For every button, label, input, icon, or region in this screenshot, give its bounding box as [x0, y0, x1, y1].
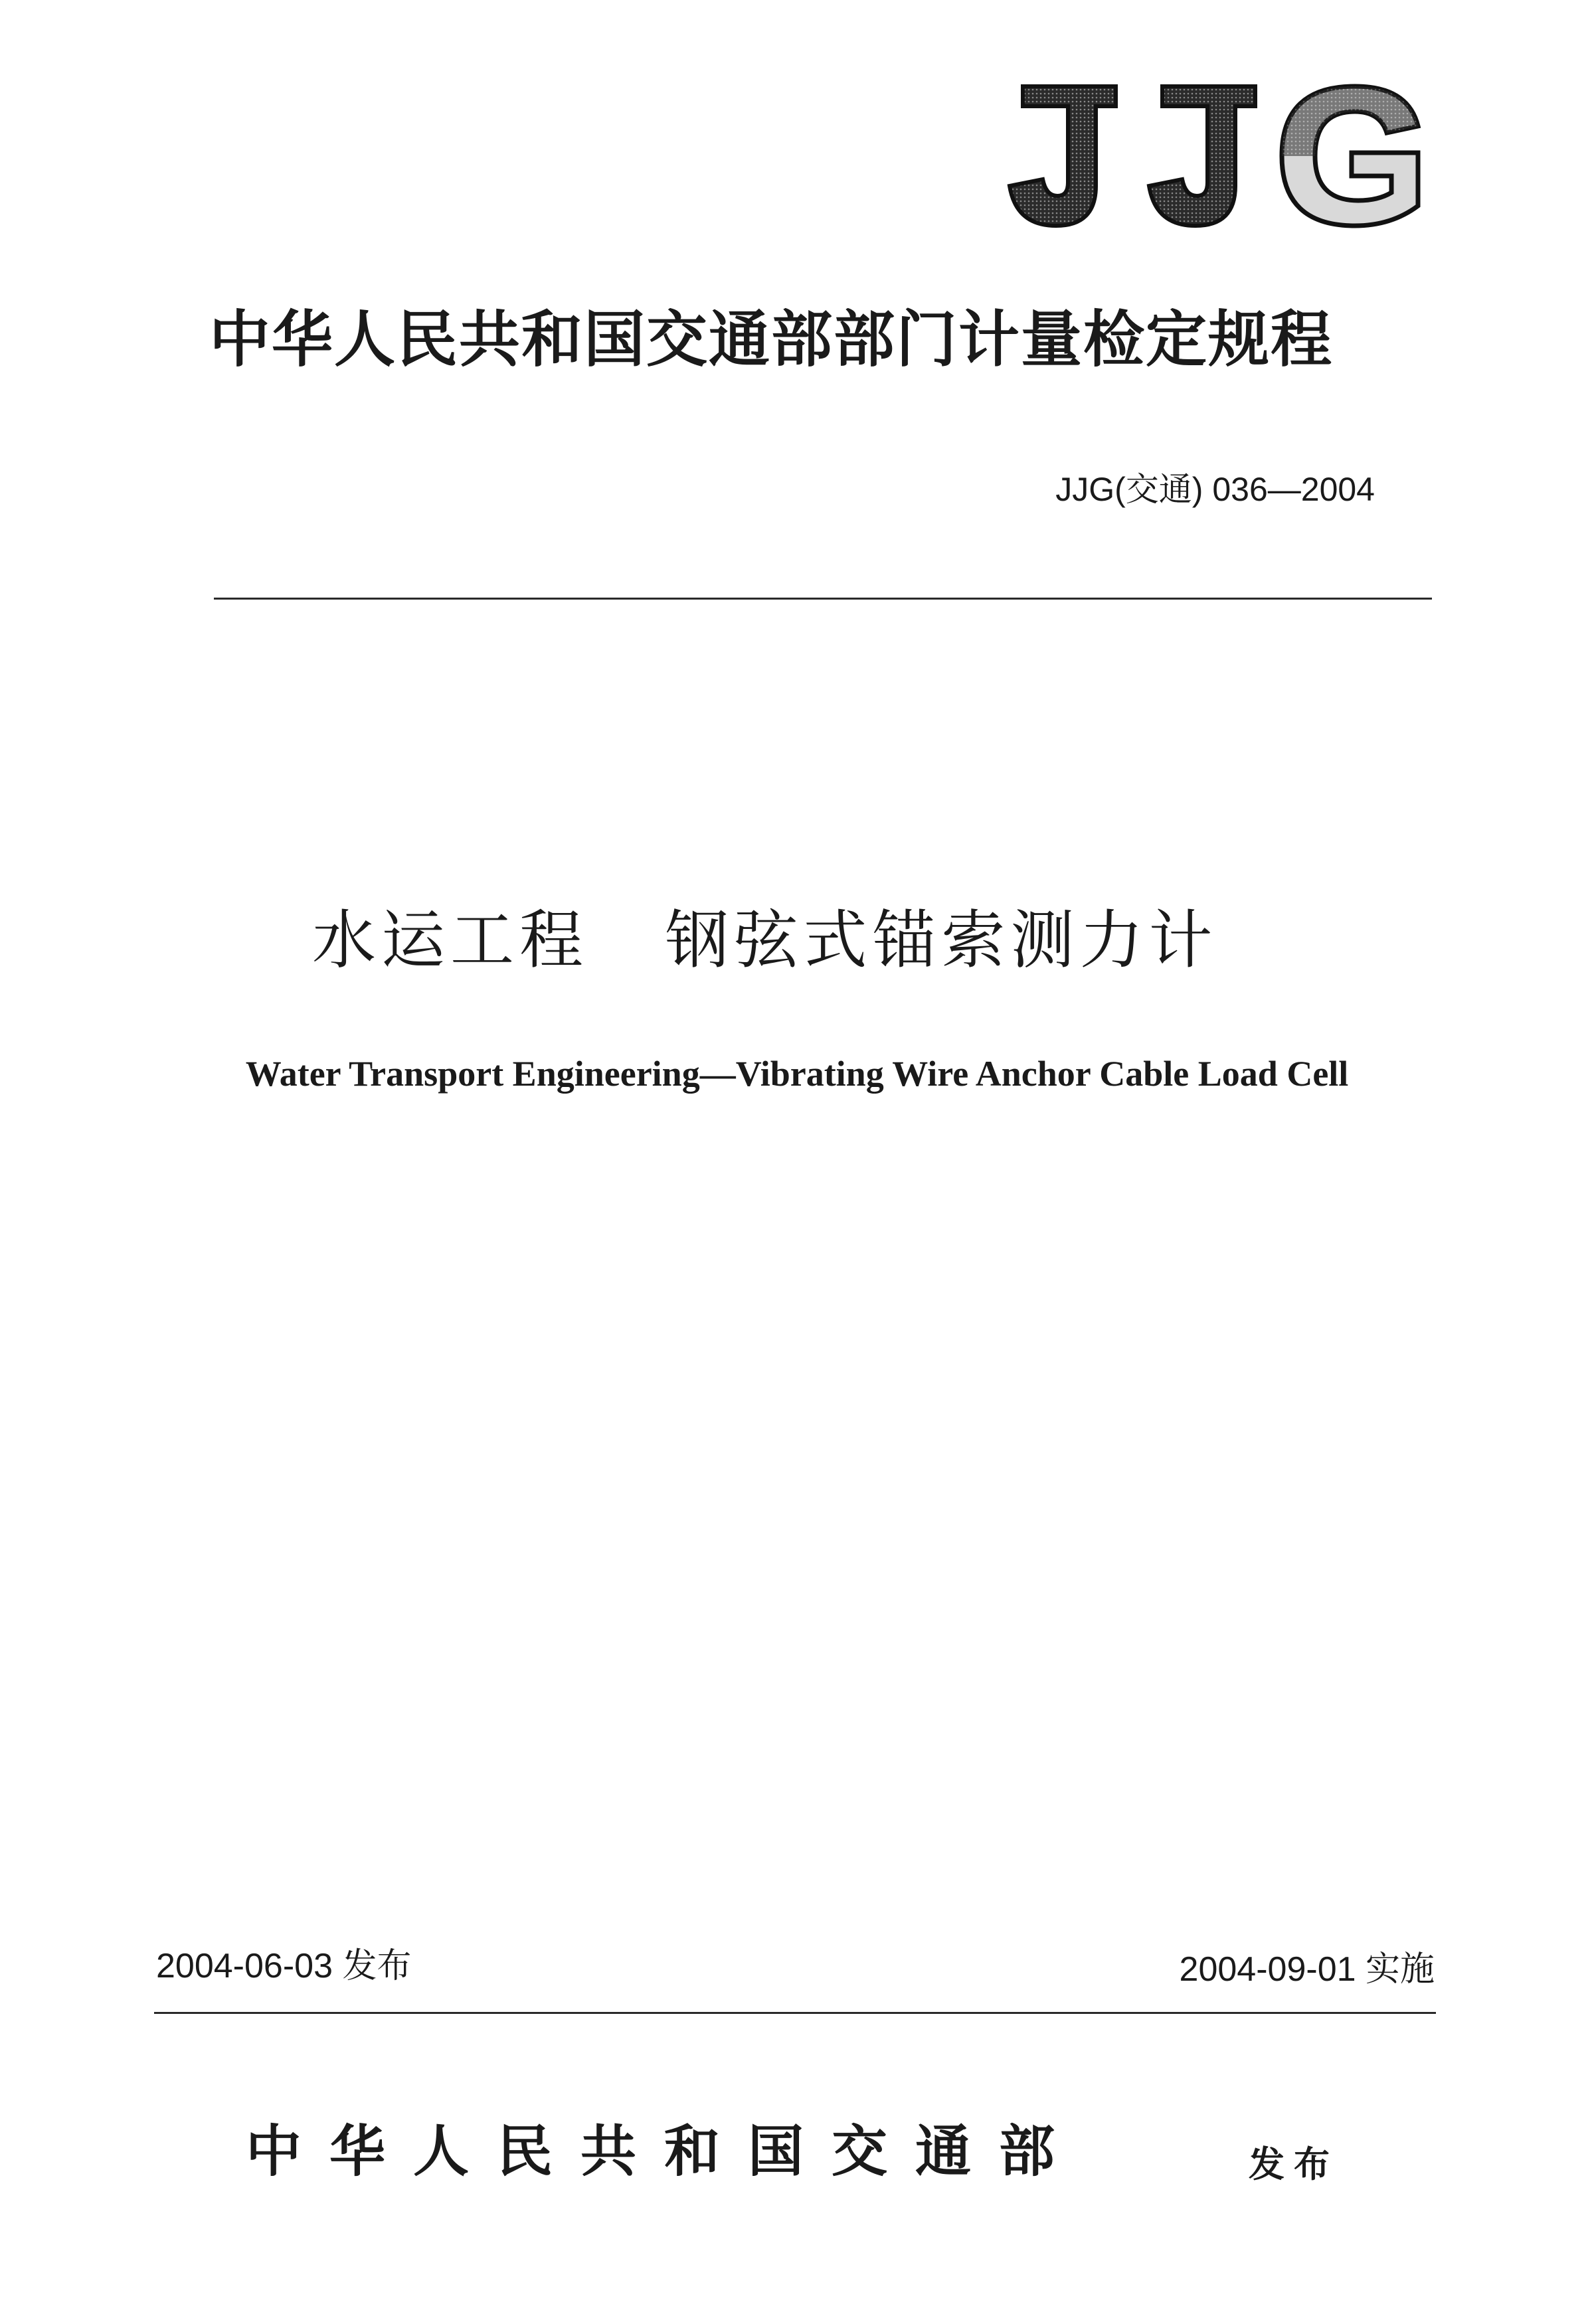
bottom-divider — [154, 2012, 1436, 2014]
logo-letter-g — [1282, 86, 1418, 226]
standard-code: JJG(交通) 036—2004 — [1055, 471, 1375, 508]
logo-letter-j-1 — [1010, 86, 1116, 226]
logo-letter-j-2 — [1149, 86, 1255, 226]
main-title-english: Water Transport Engineering—Vibrating Wire Anchor Cable Load Cell — [245, 1054, 1349, 1094]
top-divider — [214, 598, 1432, 600]
publisher-name: 中华人民共和国交通部 — [246, 2118, 1083, 2184]
implementation-date: 2004-09-01 实施 — [1179, 1950, 1435, 1989]
standard-series-title: 中华人民共和国交通部部门计量检定规程 — [209, 303, 1334, 375]
jjg-logo — [1003, 80, 1428, 232]
publish-label: 发布 — [1249, 2143, 1339, 2185]
main-title-chinese: 水运工程 钢弦式锚索测力计 — [312, 903, 1218, 977]
issue-date: 2004-06-03 发布 — [156, 1947, 412, 1985]
